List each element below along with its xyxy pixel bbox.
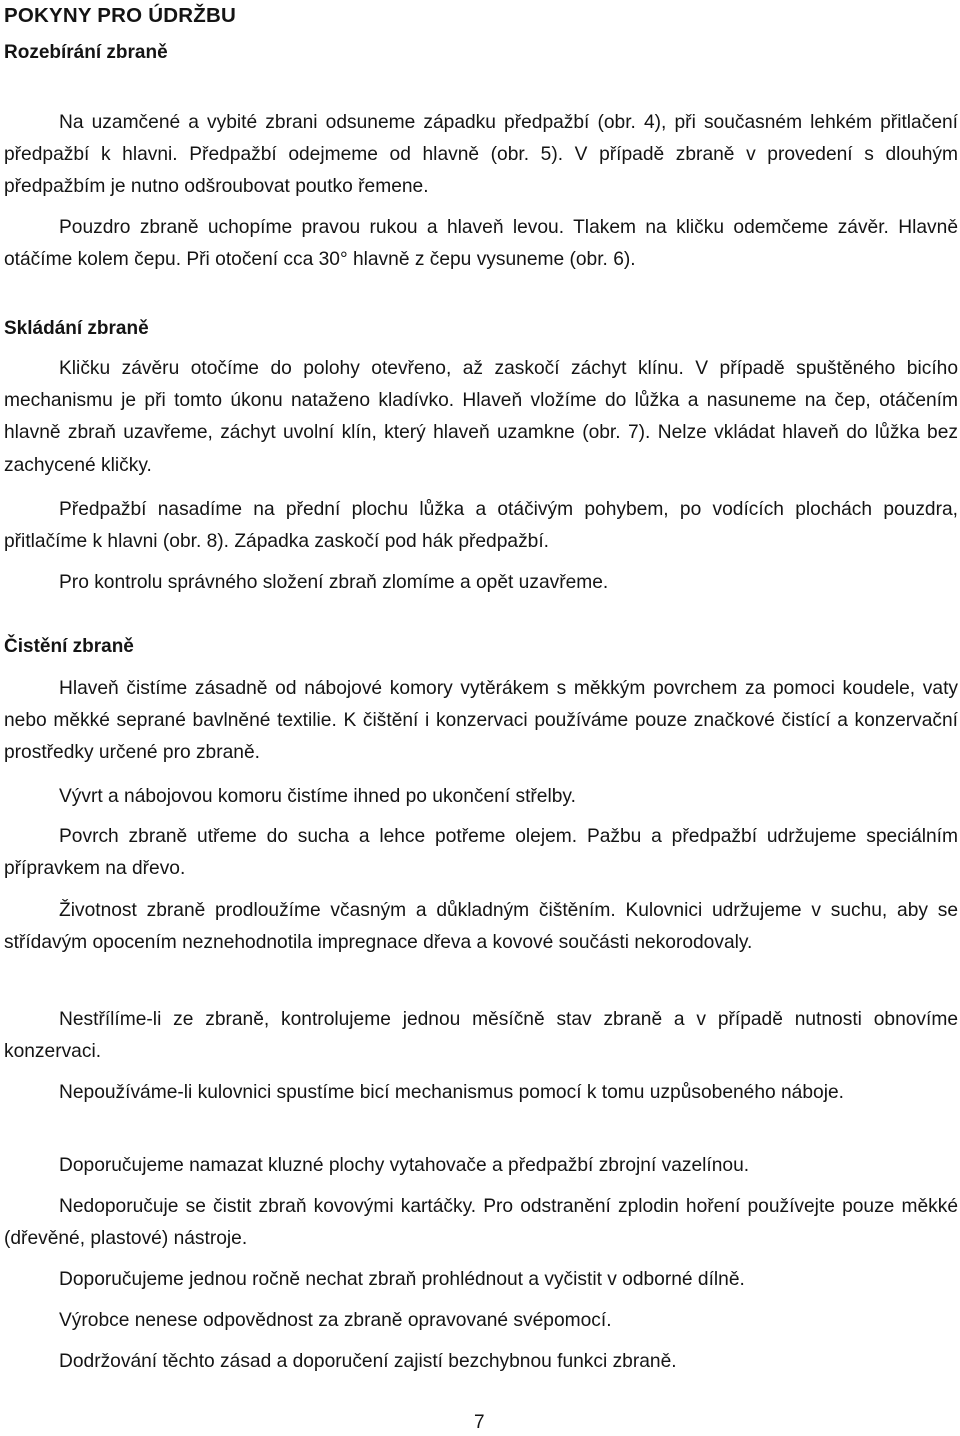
section-heading-cleaning: Čistění zbraně	[4, 636, 134, 657]
paragraph: Životnost zbraně prodloužíme včasným a důkladným čištěním. Kulovnici udržujeme v suchu, aby se střídavým opocením neznehodnotila impregnace dřeva a kovové součásti nekorodovaly.	[4, 900, 958, 954]
paragraph: Předpažbí nasadíme na přední plochu lůžka a otáčivým pohybem, po vodících plochách pouzdra, přitlačíme k hlavni (obr. 8). Západka zaskočí pod hák předpažbí.	[4, 499, 958, 553]
page-number: 7	[474, 1412, 485, 1433]
paragraph: Nepoužíváme-li kulovnici spustíme bicí mechanismus pomocí k tomu uzpůsobeného náboje.	[59, 1082, 844, 1103]
paragraph: Povrch zbraně utřeme do sucha a lehce potřeme olejem. Pažbu a předpažbí udržujeme speciálním přípravkem na dřevo.	[4, 826, 958, 880]
paragraph: Vývrt a nábojovou komoru čistíme ihned po ukončení střelby.	[59, 786, 576, 807]
section-heading-disassembly: Rozebírání zbraně	[4, 42, 168, 63]
paragraph: Doporučujeme jednou ročně nechat zbraň prohlédnout a vyčistit v odborné dílně.	[59, 1269, 745, 1290]
section-heading-assembly: Skládání zbraně	[4, 318, 149, 339]
paragraph: Na uzamčené a vybité zbrani odsuneme západku předpažbí (obr. 4), při současném lehkém přitlačení předpažbí k hlavni. Předpažbí odejmeme od hlavně (obr. 5). V případě zbraně v provedení s dlouhým předpažbím je nutno odšroubovat poutko řemene.	[4, 112, 958, 198]
paragraph: Doporučujeme namazat kluzné plochy vytahovače a předpažbí zbrojní vazelínou.	[59, 1155, 750, 1176]
paragraph: Dodržování těchto zásad a doporučení zajistí bezchybnou funkci zbraně.	[59, 1351, 677, 1372]
paragraph: Pro kontrolu správného složení zbraň zlomíme a opět uzavřeme.	[59, 572, 609, 593]
paragraph: Pouzdro zbraně uchopíme pravou rukou a hlaveň levou. Tlakem na kličku odemčeme závěr. Hlavně otáčíme kolem čepu. Při otočení cca 30° hlavně z čepu vysuneme (obr. 6).	[4, 217, 958, 271]
paragraph: Výrobce nenese odpovědnost za zbraně opravované svépomocí.	[59, 1310, 612, 1331]
paragraph: Nedoporučuje se čistit zbraň kovovými kartáčky. Pro odstranění zplodin hoření používejte pouze měkké (dřevěné, plastové) nástroje.	[4, 1196, 958, 1250]
document-title: POKYNY PRO ÚDRŽBU	[4, 4, 236, 27]
paragraph: Nestřílíme-li ze zbraně, kontrolujeme jednou měsíčně stav zbraně a v případě nutnosti obnovíme konzervaci.	[4, 1009, 958, 1063]
paragraph: Hlaveň čistíme zásadně od nábojové komory vytěrákem s měkkým povrchem za pomoci koudele, vaty nebo měkké seprané bavlněné textilie. K čištění i konzervaci používáme pouze značkové čistící a konzervační prostředky určené pro zbraně.	[4, 678, 958, 764]
paragraph: Kličku závěru otočíme do polohy otevřeno, až zaskočí záchyt klínu. V případě spuštěného bicího mechanismu je při tomto úkonu nataženo kladívko. Hlaveň vložíme do lůžka a nasuneme na čep, otáčením hlavně zbraň uzavřeme, záchyt uvolní klín, který hlaveň uzamkne (obr. 7). Nelze vkládat hlaveň do lůžka bez zachycené kličky.	[4, 358, 958, 476]
